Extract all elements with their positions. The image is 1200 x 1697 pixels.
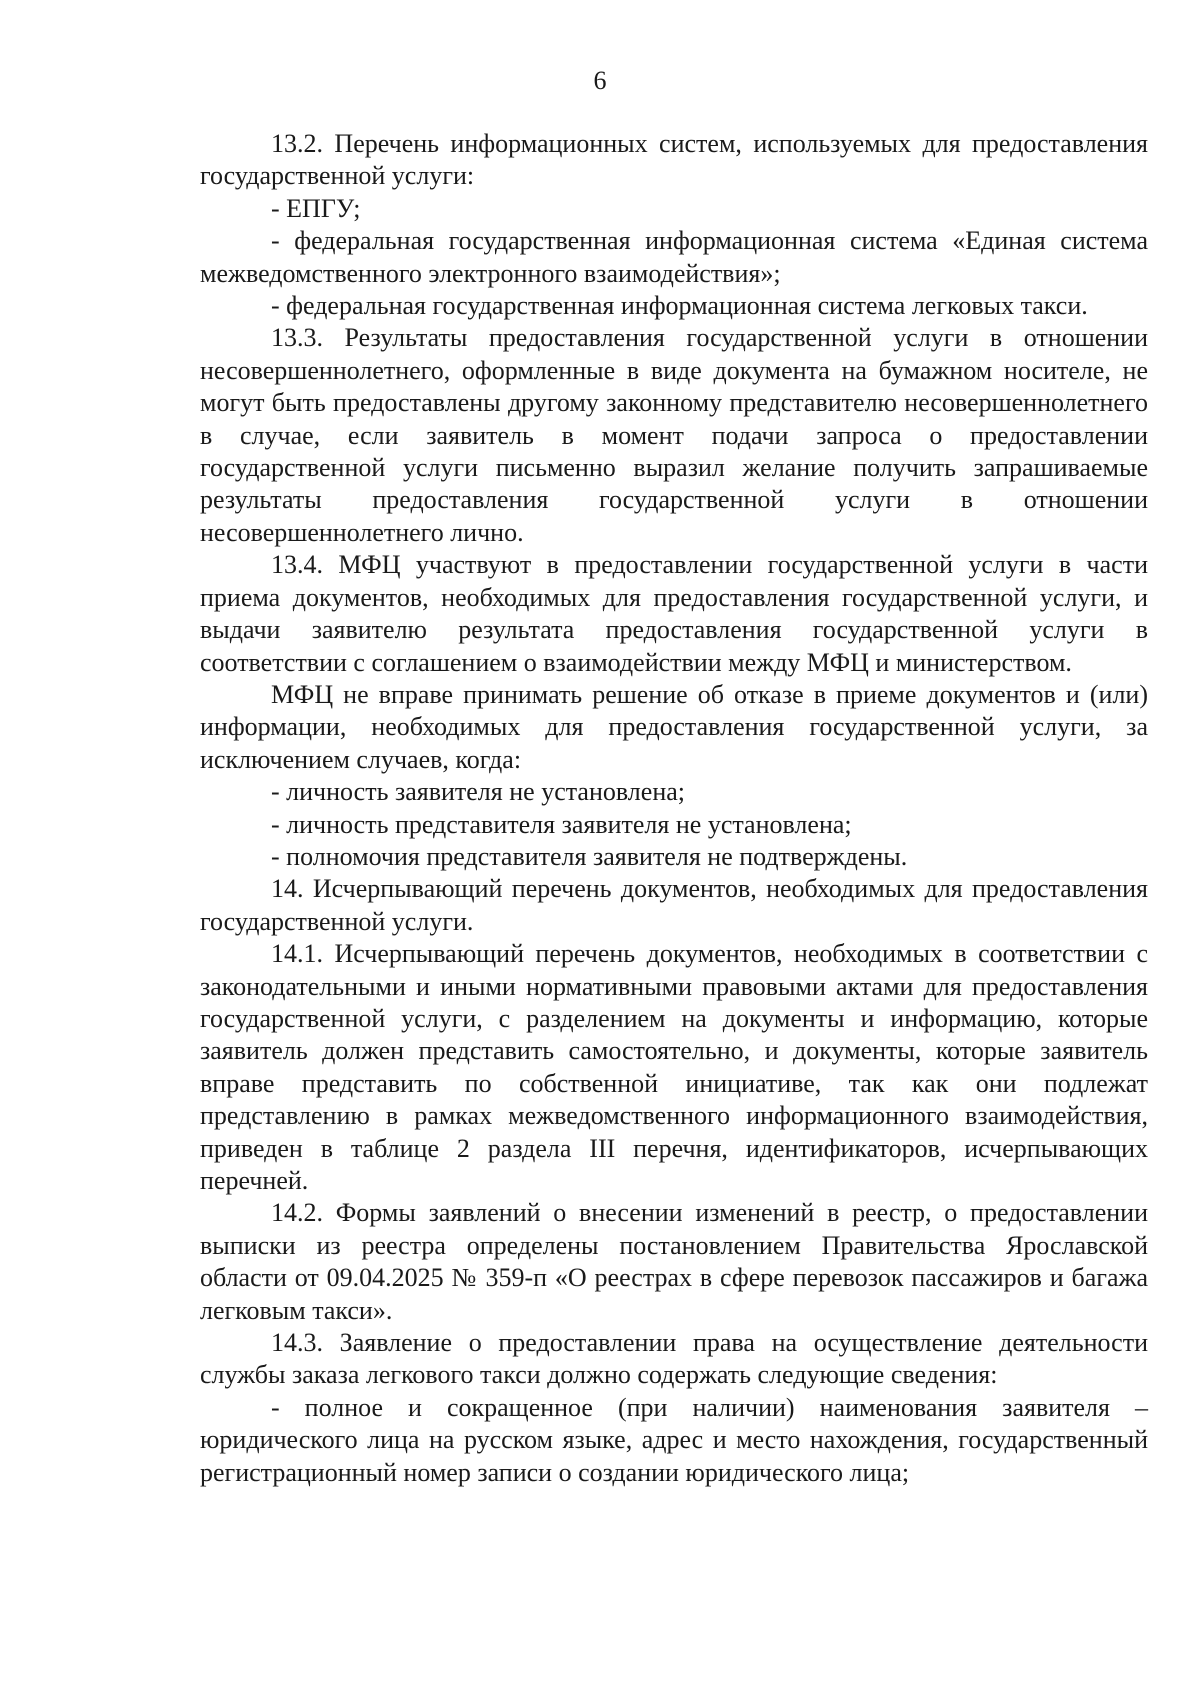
list-item-identity-applicant: - личность заявителя не установлена; xyxy=(271,777,685,807)
list-item-taxi-system: - федеральная государственная информационная система легковых такси. xyxy=(271,291,1088,321)
page-number: 6 xyxy=(593,66,607,95)
paragraph-13-3: 13.3. Результаты предоставления государственной услуги в отношении несовершеннолетнего, оформленные в виде документа на бумажном носителе, не могут быть предоставлены другому законному представителю несовершеннолетнего в случае, если заявитель в момент подачи запроса о предоставлении государственной услуги письменно выразил желание получить запрашиваемые результаты предоставления государственной услуги в отношении несовершеннолетнего лично. xyxy=(200,323,1148,547)
paragraph-14-2: 14.2. Формы заявлений о внесении изменений в реестр, о предоставлении выписки из реестра определены постановлением Правительства Ярославской области от 09.04.2025 № 359-п «О реестрах в сфере перевозок пассажиров и багажа легковым такси». xyxy=(200,1198,1148,1325)
paragraph-14-3: 14.3. Заявление о предоставлении права на осуществление деятельности службы заказа легкового такси должно содержать следующие сведения: xyxy=(200,1328,1148,1390)
list-item-authority-representative: - полномочия представителя заявителя не подтверждены. xyxy=(271,841,908,871)
document-body xyxy=(200,128,1148,1489)
paragraph-13-4: 13.4. МФЦ участвуют в предоставлении государственной услуги в части приема документов, необходимых для предоставления государственной услуги, и выдачи заявителю результата предоставления государственной услуги в соответствии с соглашением о взаимодействии между МФЦ и министерством. xyxy=(200,550,1148,677)
paragraph-14: 14. Исчерпывающий перечень документов, необходимых для предоставления государственной услуги. xyxy=(200,874,1148,936)
list-item-identity-representative: - личность представителя заявителя не установлена; xyxy=(271,809,852,839)
list-item-epgu: - ЕПГУ; xyxy=(271,193,361,223)
list-item-smev: - федеральная государственная информационная система «Единая система межведомственного электронного взаимодействия»; xyxy=(200,226,1148,288)
paragraph-mfc-refusal: МФЦ не вправе принимать решение об отказе в приеме документов и (или) информации, необходимых для предоставления государственной услуги, за исключением случаев, когда: xyxy=(200,679,1148,774)
paragraph-13-2: 13.2. Перечень информационных систем, используемых для предоставления государственной услуги: xyxy=(200,129,1148,191)
list-item-legal-entity-name: - полное и сокращенное (при наличии) наименования заявителя – юридического лица на русском языке, адрес и место нахождения, государственный регистрационный номер записи о создании юридического лица; xyxy=(200,1392,1148,1487)
paragraph-14-1: 14.1. Исчерпывающий перечень документов, необходимых в соответствии с законодательными и иными нормативными правовыми актами для предоставления государственной услуги, с разделением на документы и информацию, которые заявитель должен представить самостоятельно, и документы, которые заявитель вправе представить по собственной инициативе, так как они подлежат представлению в рамках межведомственного информационного взаимодействия, приведен в таблице 2 раздела III перечня, идентификаторов, исчерпывающих перечней. xyxy=(200,939,1148,1195)
